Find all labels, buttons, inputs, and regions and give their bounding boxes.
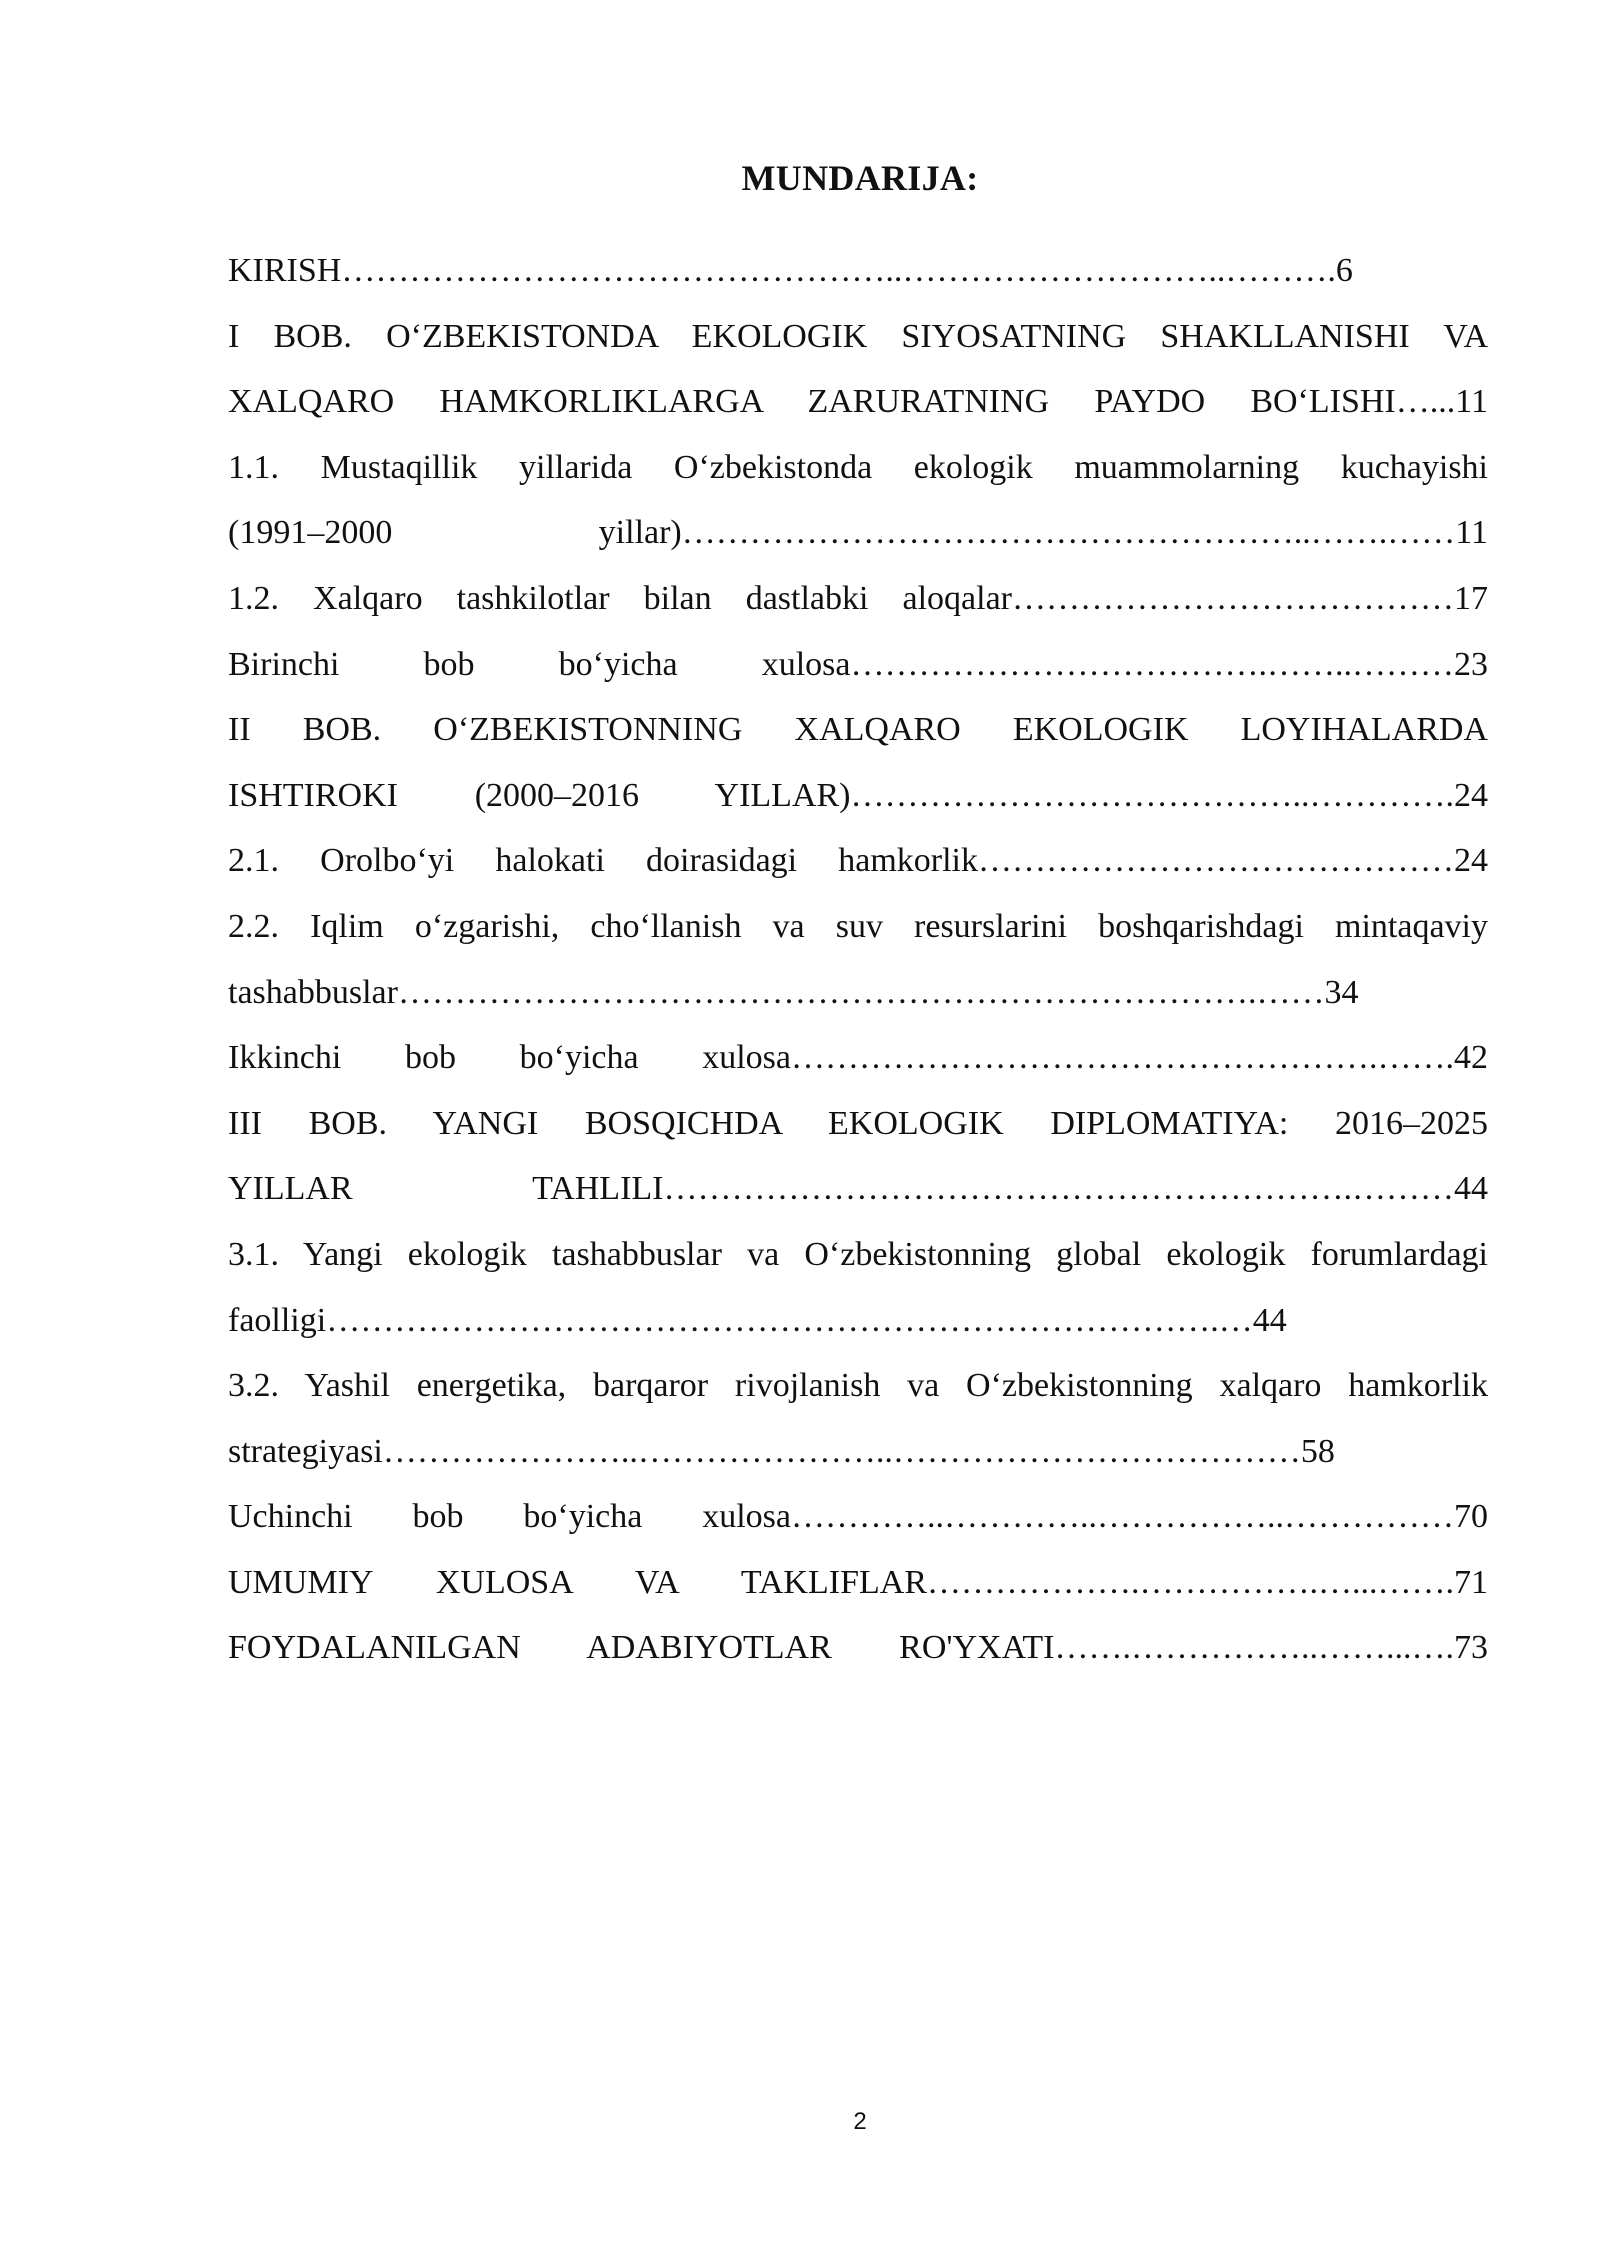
toc-entry-chapter-2-title-cont: ISHTIROKI (2000–2016 YILLAR)…………………………………..………….24	[228, 776, 1488, 814]
toc-entry-kirish: KIRISH…………………………………………..………………………..……….6	[228, 252, 1353, 289]
toc-entry-chapter-1-conclusion: Birinchi bob bo‘yicha xulosa……………………………….……..………23	[228, 645, 1488, 683]
toc-entry-chapter-3-title: III BOB. YANGI BOSQICHDA EKOLOGIK DIPLOMATIYA: 2016–2025	[228, 1104, 1488, 1142]
toc-entry-section-2-1: 2.1. Orolbo‘yi halokati doirasidagi hamkorlik……………………………………24	[228, 842, 1488, 880]
toc-entry-section-1-2: 1.2. Xalqaro tashkilotlar bilan dastlabki aloqalar…………………………………17	[228, 579, 1488, 617]
toc-entry-section-3-2-cont: strategiyasi…………………..…………………..………………………………58	[228, 1432, 1335, 1470]
toc-entry-chapter-1-title: I BOB. O‘ZBEKISTONDA EKOLOGIK SIYOSATNING SHAKLLANISHI VA	[228, 317, 1488, 355]
toc-entry-references: FOYDALANILGAN ADABIYOTLAR RO'YXATI…….……………..……...….73	[228, 1629, 1488, 1667]
page-number: 2	[853, 2108, 867, 2135]
toc-entry-chapter-3-title-cont: YILLAR TAHLILI…………………………………………………….………44	[228, 1170, 1488, 1208]
toc-entry-chapter-2-title: II BOB. O‘ZBEKISTONNING XALQARO EKOLOGIK LOYIHALARDA	[228, 711, 1488, 749]
toc-entry-chapter-3-conclusion: Uchinchi bob bo‘yicha xulosa…………..…………..……………..……………70	[228, 1498, 1488, 1536]
toc-heading: MUNDARIJA:	[741, 158, 979, 198]
toc-entry-section-3-2: 3.2. Yashil energetika, barqaror rivojlanish va O‘zbekistonning xalqaro hamkorlik	[228, 1367, 1488, 1405]
toc-entry-section-3-1-cont: faolligi…………………………………………………………………….…44	[228, 1301, 1287, 1339]
toc-entry-chapter-1-title-cont: XALQARO HAMKORLIKLARGA ZARURATNING PAYDO BO‘LISHI…...11	[228, 383, 1488, 421]
toc-entry-section-3-1: 3.1. Yangi ekologik tashabbuslar va O‘zbekistonning global ekologik forumlardagi	[228, 1235, 1488, 1273]
table-of-contents	[228, 238, 1488, 1681]
toc-entry-section-1-1: 1.1. Mustaqillik yillarida O‘zbekistonda ekologik muammolarning kuchayishi	[228, 448, 1488, 486]
toc-entry-section-2-2-cont: tashabbuslar………………………………………………………………….……34	[228, 973, 1359, 1011]
toc-entry-section-2-2: 2.2. Iqlim o‘zgarishi, cho‘llanish va suv resurslarini boshqarishdagi mintaqaviy	[228, 907, 1488, 945]
toc-entry-section-1-1-cont: (1991–2000 yillar)………………………………………………..…….……11	[228, 514, 1488, 552]
toc-entry-chapter-2-conclusion: Ikkinchi bob bo‘yicha xulosa…………………………………………….…….42	[228, 1039, 1488, 1077]
toc-entry-general-conclusion: UMUMIY XULOSA VA TAKLIFLAR……………….…………….…...…….71	[228, 1563, 1488, 1601]
